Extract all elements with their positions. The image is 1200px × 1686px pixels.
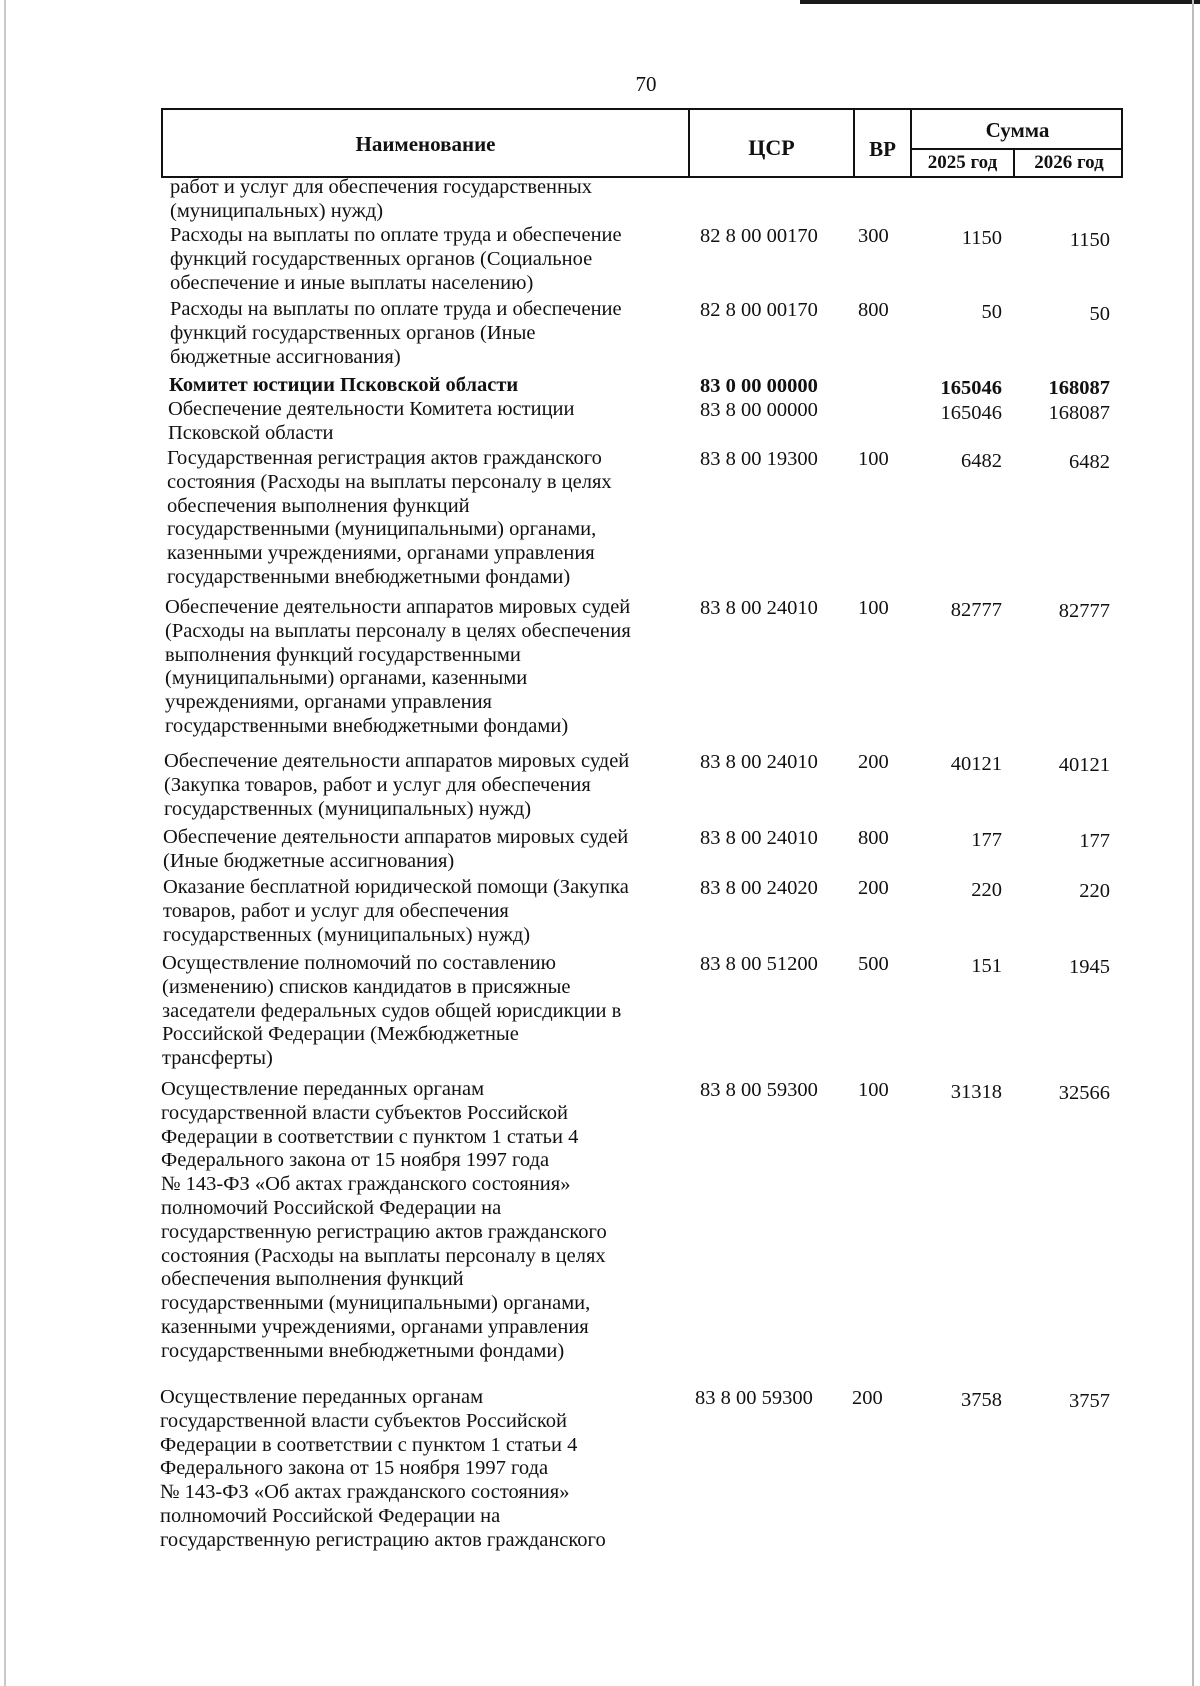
row-sum-2025: 50 (981, 301, 1002, 323)
row-name: Обеспечение деятельности аппаратов мировых судей (Закупка товаров, работ и услуг для обеспечения государственных (муниципальных) нужд) (164, 750, 630, 820)
row-name: Осуществление полномочий по составлению (изменению) списков кандидатов в присяжные заседатели федеральных судов общей юрисдикции в Российской Федерации (Межбюджетные трансферты) (162, 952, 622, 1070)
row-csr: 83 8 00 24010 (700, 751, 818, 773)
table-row (0, 1078, 1200, 1386)
row-csr: 83 8 00 00000 (700, 399, 818, 421)
row-sum-2026: 168087 (1048, 377, 1110, 399)
row-name: Осуществление переданных органам государственной власти субъектов Российской Федерации в соответствии с пунктом 1 статьи 4 Федерального закона от 15 ноября 1997 года № 143-ФЗ «Об актах гражданского состояния» полномочий Российской Федерации на государственную регистрацию актов гражданского состояния (Расходы на выплаты персоналу в целях обеспечения выполнения функций государственными (муниципальными) органами, казенными учреждениями, органами управления государственными внебюджетными фондами) (161, 1078, 607, 1362)
row-csr: 83 8 00 24020 (700, 877, 818, 899)
row-sum-2026: 82777 (1058, 600, 1110, 622)
row-sum-2025: 220 (971, 879, 1002, 901)
table-row (0, 176, 1200, 224)
row-name: Расходы на выплаты по оплате труда и обеспечение функций государственных органов (Социальное обеспечение и иные выплаты населению) (170, 224, 622, 294)
row-vr: 200 (858, 877, 889, 899)
row-sum-2025: 82777 (950, 599, 1002, 621)
header-csr: ЦСР (748, 135, 795, 160)
row-vr: 100 (858, 597, 889, 619)
table-row (0, 298, 1200, 372)
row-sum-2026: 50 (1089, 303, 1110, 325)
row-sum-2026: 40121 (1058, 754, 1110, 776)
row-sum-2026: 177 (1079, 830, 1110, 852)
row-sum-2026: 32566 (1058, 1082, 1110, 1104)
header-year-2025: 2025 год (927, 152, 998, 173)
row-sum-2026: 168087 (1048, 402, 1110, 424)
row-name: Оказание бесплатной юридической помощи (Закупка товаров, работ и услуг для обеспечения государственных (муниципальных) нужд) (163, 876, 629, 946)
row-sum-2025: 165046 (940, 377, 1002, 399)
header-divider (910, 148, 1121, 150)
row-name: работ и услуг для обеспечения государственных (муниципальных) нужд) (170, 176, 593, 222)
row-sum-2025: 165046 (940, 402, 1002, 424)
row-name: Комитет юстиции Псковской области (169, 374, 519, 396)
page-number: 70 (635, 72, 657, 96)
row-csr: 82 8 00 00170 (700, 225, 818, 247)
row-sum-2025: 1150 (961, 227, 1002, 249)
row-csr: 83 8 00 51200 (700, 953, 818, 975)
row-name: Государственная регистрация актов гражданского состояния (Расходы на выплаты персоналу в целях обеспечения выполнения функций государственными (муниципальными) органами, казенными учреждениями, органами управления государственными внебюджетными фондами) (167, 447, 612, 588)
header-sum: Сумма (985, 118, 1050, 142)
row-csr: 83 8 00 19300 (700, 448, 818, 470)
row-sum-2026: 1150 (1069, 229, 1110, 251)
row-csr: 83 8 00 24010 (700, 597, 818, 619)
row-csr: 82 8 00 00170 (700, 299, 818, 321)
scan-edge-top (800, 0, 1200, 4)
table-row (0, 224, 1200, 298)
table-row (0, 952, 1200, 1078)
row-name: Обеспечение деятельности аппаратов мировых судей (Расходы на выплаты персоналу в целях обеспечения выполнения функций государственными (муниципальными) органами, казенными учреждениями, органами управления государственными внебюджетными фондами) (165, 596, 631, 737)
row-sum-2026: 220 (1079, 880, 1110, 902)
row-sum-2026: 1945 (1069, 956, 1110, 978)
row-vr: 800 (858, 827, 889, 849)
row-vr: 500 (858, 953, 889, 975)
row-vr: 300 (858, 225, 889, 247)
row-sum-2025: 151 (971, 955, 1002, 977)
row-sum-2025: 177 (971, 829, 1002, 851)
table-row (0, 876, 1200, 952)
row-vr: 100 (858, 1079, 889, 1101)
budget-table-body (0, 176, 1200, 1566)
row-csr: 83 8 00 24010 (700, 827, 818, 849)
table-row (0, 1386, 1200, 1566)
table-row (0, 596, 1200, 750)
header-name: Наименование (355, 132, 496, 156)
row-sum-2026: 3757 (1069, 1390, 1110, 1412)
row-csr: 83 8 00 59300 (700, 1079, 818, 1101)
table-header (161, 108, 1123, 178)
table-row (0, 372, 1200, 399)
row-csr: 83 0 00 00000 (700, 375, 818, 397)
table-row (0, 826, 1200, 876)
header-vr: ВР (869, 137, 896, 161)
header-year-2026: 2026 год (1034, 152, 1104, 173)
row-sum-2025: 40121 (950, 753, 1002, 775)
row-csr: 83 8 00 59300 (695, 1387, 813, 1409)
table-row (0, 396, 1200, 447)
row-name: Обеспечение деятельности аппаратов мировых судей (Иные бюджетные ассигнования) (163, 826, 629, 872)
row-vr: 200 (852, 1387, 883, 1409)
row-sum-2025: 31318 (950, 1081, 1002, 1103)
table-row (0, 447, 1200, 596)
row-vr: 200 (858, 751, 889, 773)
table-row (0, 750, 1200, 826)
row-vr: 100 (858, 448, 889, 470)
row-sum-2025: 3758 (961, 1389, 1002, 1411)
row-name: Обеспечение деятельности Комитета юстиции Псковской области (168, 398, 575, 444)
row-sum-2026: 6482 (1069, 451, 1110, 473)
row-name: Осуществление переданных органам государственной власти субъектов Российской Федерации в соответствии с пунктом 1 статьи 4 Федерального закона от 15 ноября 1997 года № 143-ФЗ «Об актах гражданского состояния» полномочий Российской Федерации на государственную регистрацию актов гражданского (160, 1386, 606, 1551)
row-name: Расходы на выплаты по оплате труда и обеспечение функций государственных органов (Иные бюджетные ассигнования) (170, 298, 622, 368)
row-vr: 800 (858, 299, 889, 321)
row-sum-2025: 6482 (961, 450, 1002, 472)
